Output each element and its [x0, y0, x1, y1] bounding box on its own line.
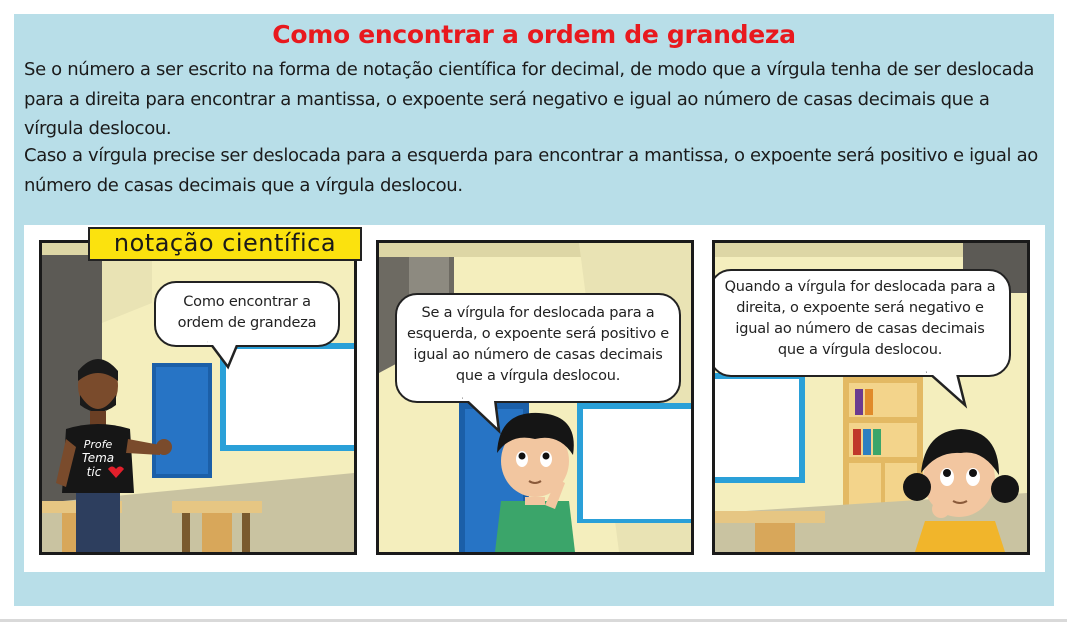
paragraph-positive-exponent: Caso a vírgula precise ser deslocada para a esquerda para encontrar a mantissa, o expoente será positivo e igual ao número de casas decimais que a vírgula deslocou. [24, 145, 1038, 196]
comic-strip [24, 225, 1045, 572]
bubble-3-line-3: igual ao número de casas decimais [735, 321, 985, 337]
shirt-text-1: Profe [83, 438, 113, 451]
comic-panel-3 [712, 240, 1030, 555]
content-card [14, 14, 1054, 606]
bubble-2-line-4: que a vírgula deslocou. [455, 368, 621, 384]
bubble-3-line-2: direita, o expoente será negativo e [736, 300, 984, 316]
bubble-3-line-1: Quando a vírgula for deslocada para a [724, 279, 996, 295]
speech-bubble-3 [712, 269, 1011, 377]
bubble-1-line-1: Como encontrar a [183, 294, 311, 310]
bubble-3-line-4: que a vírgula deslocou. [777, 342, 943, 358]
bubble-2-line-1: Se a vírgula for deslocada para a [421, 305, 655, 321]
page-title: Como encontrar a ordem de grandeza [272, 20, 796, 49]
speech-bubble-1 [154, 281, 340, 347]
paragraph-negative-exponent: Se o número a ser escrito na forma de notação científica for decimal, de modo que a vírgula tenha de ser deslocada para a direita para encontrar a mantissa, o expoente será negativo e igual ao número de casas decimais que a vírgula deslocou. [24, 59, 1035, 139]
comic-title-tag: notação científica [88, 227, 362, 261]
comic-panel-1 [39, 240, 357, 555]
bubble-1-line-2: ordem de grandeza [177, 315, 317, 331]
shirt-text-2: Tema [81, 451, 115, 465]
shirt-text-3: tic [86, 465, 102, 479]
speech-bubble-2 [395, 293, 681, 403]
bubble-2-line-2: esquerda, o expoente será positivo e [406, 326, 670, 342]
comic-panel-2 [376, 240, 694, 555]
bubble-2-line-3: igual ao número de casas decimais [413, 347, 663, 363]
